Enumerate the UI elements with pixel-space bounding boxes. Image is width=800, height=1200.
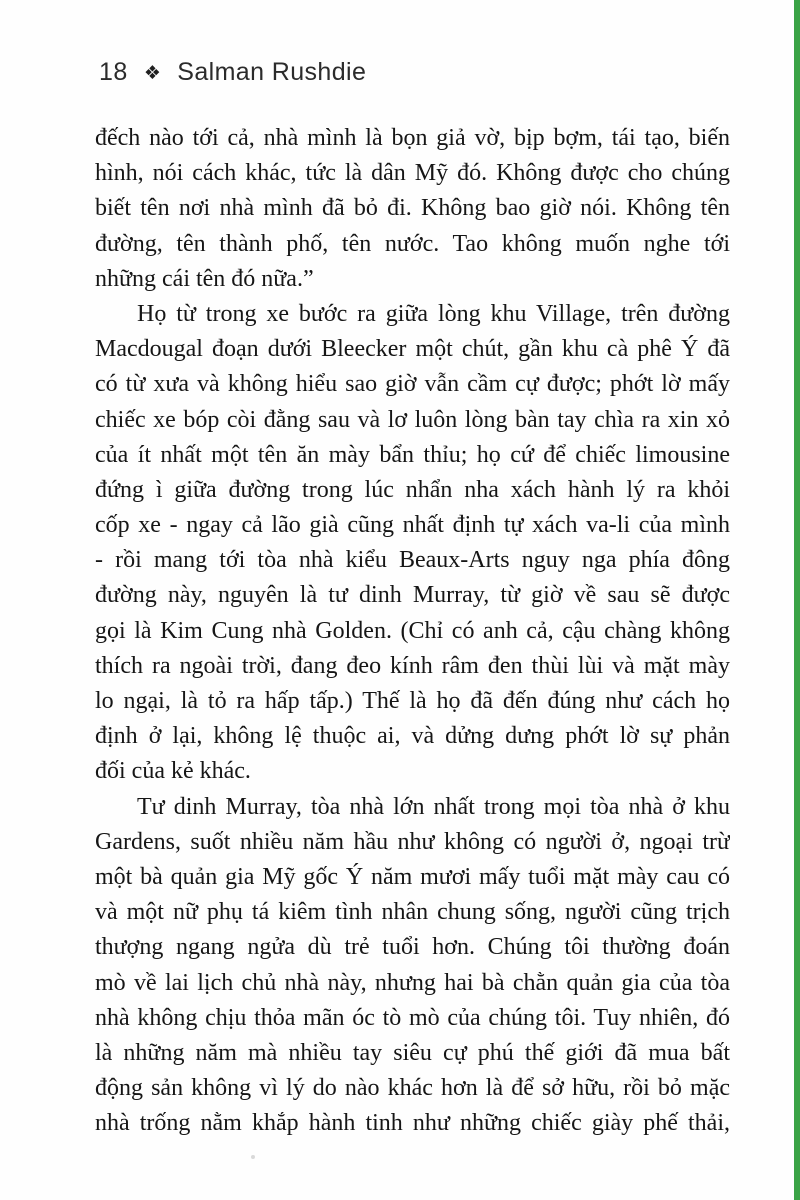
text-line: Tư dinh Murray, tòa nhà lớn nhất trong mọi tòa nhà ở khu <box>137 793 730 820</box>
text-line: Macdougal đoạn dưới Bleecker một chút, gần khu cà phê Ý đã <box>95 336 730 363</box>
text-line: chiếc xe bóp còi đằng sau và lơ luôn lòng bàn tay chìa ra xin xỏ <box>95 406 730 433</box>
text-line: Họ từ trong xe bước ra giữa lòng khu Village, trên đường <box>137 300 730 327</box>
text-line: một bà quản gia Mỹ gốc Ý năm mươi mấy tuổi mặt mày cau có <box>95 863 730 890</box>
text-line: hình, nói cách khác, tức là dân Mỹ đó. Không được cho chúng <box>95 160 730 187</box>
page-number: 18 <box>99 58 128 86</box>
text-line: đường, tên thành phố, tên nước. Tao không muốn nghe tới <box>95 230 730 257</box>
running-header <box>99 58 366 87</box>
text-line: Gardens, suốt nhiều năm hầu như không có người ở, ngoại trừ <box>95 828 730 855</box>
text-line: thích ra ngoài trời, đang đeo kính râm đen thùi lùi và mặt mày <box>95 652 730 679</box>
text-line: cốp xe - ngay cả lão già cũng nhất định tự xách va-li của mình <box>95 512 730 539</box>
text-line: có từ xưa và không hiểu sao giờ vẫn cầm cự được; phớt lờ mấy <box>95 371 730 398</box>
text-line: định ở lại, không lệ thuộc ai, và dửng dưng phớt lờ sự phản <box>95 723 730 750</box>
text-line: thượng ngang ngửa dù trẻ tuổi hơn. Chúng tôi thường đoán <box>95 934 730 961</box>
text-line: nhà không chịu thỏa mãn óc tò mò của chúng tôi. Tuy nhiên, đó <box>95 1004 730 1031</box>
text-line: biết tên nơi nhà mình đã bỏ đi. Không bao giờ nói. Không tên <box>95 195 730 222</box>
text-line: và một nữ phụ tá kiêm tình nhân chung sống, người cũng trịch <box>95 899 730 926</box>
text-line: đối của kẻ khác. <box>95 758 251 785</box>
scan-speck <box>251 1155 255 1159</box>
text-line: nhà trống nằm khắp hành tinh như những chiếc giày phế thải, <box>95 1110 730 1137</box>
text-line: những cái tên đó nữa.” <box>95 265 314 292</box>
text-line: đường này, nguyên là tư dinh Murray, từ giờ về sau sẽ được <box>95 582 730 609</box>
diamond-ornament-icon: ❖ <box>143 63 162 84</box>
text-line: gọi là Kim Cung nhà Golden. (Chỉ có anh cả, cậu chàng không <box>95 617 730 644</box>
text-line: đứng ì giữa đường trong lúc nhẩn nha xách hành lý ra khỏi <box>95 476 730 503</box>
author-name: Salman Rushdie <box>177 58 367 86</box>
body-text <box>95 121 730 1141</box>
text-line: mò về lai lịch chủ nhà này, nhưng hai bà chằn quản gia của tòa <box>95 969 730 996</box>
book-cover-edge <box>794 0 800 1200</box>
text-line: lo ngại, là tỏ ra hấp tấp.) Thế là họ đã đến đúng như cách họ <box>95 688 730 714</box>
text-line: là những năm mà nhiều tay siêu cự phú thế giới đã mua bất <box>95 1039 730 1066</box>
text-line: - rồi mang tới tòa nhà kiểu Beaux-Arts nguy nga phía đông <box>95 547 730 574</box>
text-line: của ít nhất một tên ăn mày bẩn thỉu; họ cứ để chiếc limousine <box>95 441 730 468</box>
text-line: động sản không vì lý do nào khác hơn là để sở hữu, rồi bỏ mặc <box>95 1075 730 1102</box>
text-line: đếch nào tới cả, nhà mình là bọn giả vờ, bịp bợm, tái tạo, biến <box>95 125 730 151</box>
